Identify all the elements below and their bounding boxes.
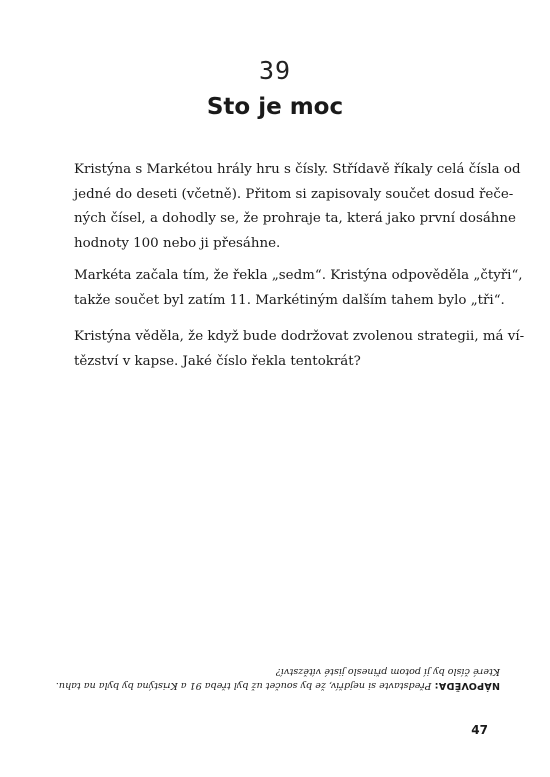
- puzzle-number: 39: [258, 56, 292, 85]
- hint-line-2: Které číslo by jí potom přineslo jisté vítězství?: [275, 666, 500, 677]
- hint-line-1: [55, 678, 500, 692]
- paragraph-line: tězství v kapse. Jaké číslo řekla tentokrát?: [74, 353, 361, 369]
- paragraph-line: takže součet byl zatím 11. Markétiným dalším tahem bylo „tři“.: [74, 292, 505, 308]
- paragraph-1: [74, 158, 521, 256]
- paragraph-3: [74, 325, 525, 374]
- puzzle-title: Sto je moc: [206, 94, 344, 120]
- paragraph-2: [74, 264, 523, 313]
- hint-label: NÁPOVĚDA:: [434, 680, 500, 691]
- paragraph-line: jedné do deseti (včetně). Přitom si zapisovaly součet dosud řeče-: [74, 186, 514, 202]
- paragraph-line: hodnoty 100 nebo ji přesáhne.: [74, 235, 281, 251]
- paragraph-line: Markéta začala tím, že řekla „sedm“. Kristýna odpověděla „čtyři“,: [74, 268, 523, 283]
- paragraph-line: Kristýna věděla, že když bude dodržovat zvolenou strategii, má ví-: [74, 329, 525, 344]
- page-number: 47: [471, 723, 488, 737]
- hint-text-1: Představte si nejdřív, že by součet už byl třeba 91 a Kristýna by byla na tahu.: [55, 680, 432, 691]
- paragraph-line: ných čísel, a dohodly se, že prohraje ta, která jako první dosáhne: [74, 211, 516, 226]
- paragraph-line: Kristýna s Markétou hrály hru s čísly. Střídavě říkaly celá čísla od: [74, 162, 521, 177]
- upside-down-hint: [55, 664, 500, 692]
